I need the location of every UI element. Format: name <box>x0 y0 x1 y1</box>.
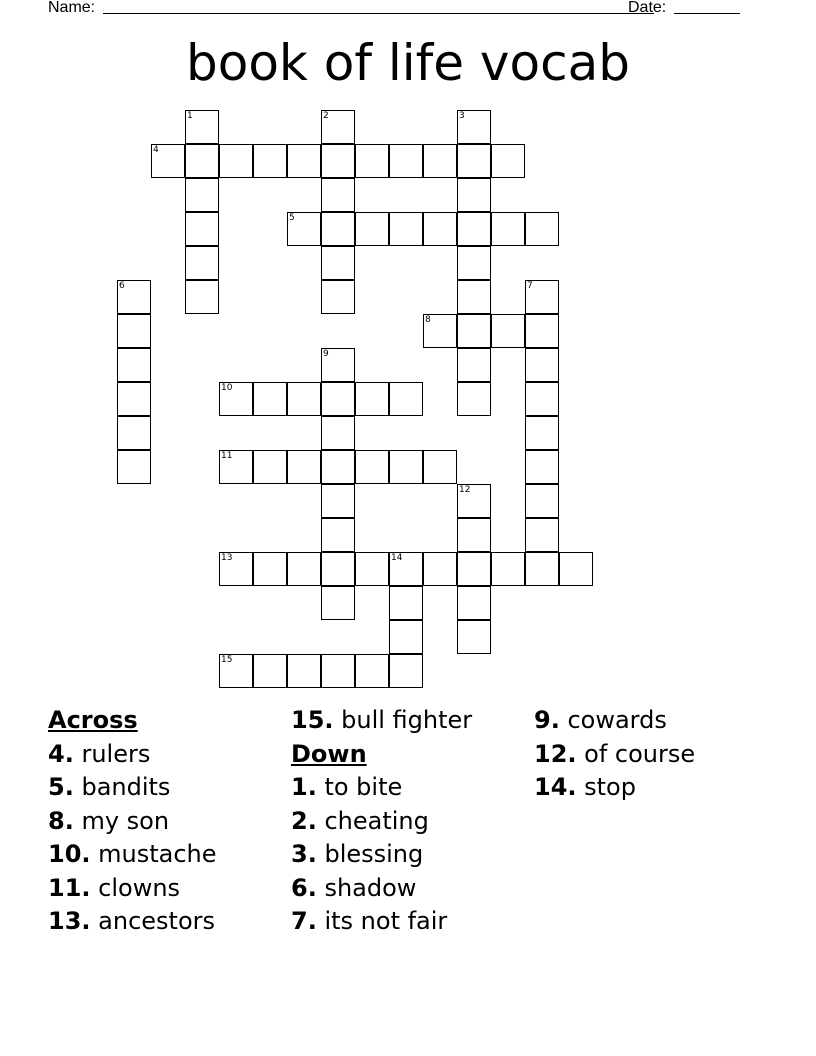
clue-text: to bite <box>316 773 403 801</box>
clue-number: 1 <box>187 111 193 121</box>
grid-cell[interactable] <box>525 212 559 246</box>
grid-cell[interactable] <box>457 620 491 654</box>
grid-cell[interactable] <box>355 450 389 484</box>
grid-cell[interactable] <box>287 212 321 246</box>
grid-cell[interactable] <box>389 654 423 688</box>
grid-cell[interactable] <box>321 178 355 212</box>
grid-cell[interactable] <box>287 144 321 178</box>
grid-cell[interactable] <box>389 586 423 620</box>
grid-cell[interactable] <box>117 416 151 450</box>
clue-number-label: 7. <box>291 907 317 935</box>
grid-cell[interactable] <box>321 382 355 416</box>
clue-text: its not fair <box>316 907 448 935</box>
grid-cell[interactable] <box>525 280 559 314</box>
grid-cell[interactable] <box>253 654 287 688</box>
clue-item <box>534 771 695 805</box>
grid-cell[interactable] <box>287 654 321 688</box>
grid-cell[interactable] <box>525 314 559 348</box>
grid-cell[interactable] <box>321 144 355 178</box>
grid-cell[interactable] <box>525 416 559 450</box>
grid-cell[interactable] <box>355 382 389 416</box>
grid-cell[interactable] <box>185 110 219 144</box>
grid-cell[interactable] <box>321 552 355 586</box>
grid-cell[interactable] <box>321 110 355 144</box>
clue-item <box>48 771 217 805</box>
grid-cell[interactable] <box>389 212 423 246</box>
grid-cell[interactable] <box>321 348 355 382</box>
clue-item <box>291 905 472 939</box>
grid-cell[interactable] <box>457 518 491 552</box>
grid-cell[interactable] <box>185 178 219 212</box>
clue-number-label: 10. <box>48 840 91 868</box>
grid-cell[interactable] <box>423 212 457 246</box>
grid-cell[interactable] <box>117 382 151 416</box>
clue-number: 4 <box>153 145 159 155</box>
grid-cell[interactable] <box>457 382 491 416</box>
clue-number-label: 13. <box>48 907 91 935</box>
clue-text: cheating <box>316 806 429 835</box>
clue-text: cowards <box>559 706 667 734</box>
puzzle-title: book of life vocab <box>186 34 630 92</box>
clue-number: 9 <box>323 349 329 359</box>
grid-cell[interactable] <box>253 552 287 586</box>
grid-cell[interactable] <box>355 552 389 586</box>
clue-number: 7 <box>527 281 533 291</box>
grid-cell[interactable] <box>457 144 491 178</box>
grid-cell[interactable] <box>355 654 389 688</box>
grid-cell[interactable] <box>525 552 559 586</box>
clue-text: ancestors <box>90 907 215 935</box>
grid-cell[interactable] <box>457 178 491 212</box>
clue-item <box>48 872 217 906</box>
grid-cell[interactable] <box>525 348 559 382</box>
clue-number-label: 9. <box>534 706 560 734</box>
grid-cell[interactable] <box>423 144 457 178</box>
clue-number-label: 4. <box>48 739 74 768</box>
grid-cell[interactable] <box>219 654 253 688</box>
clue-item <box>48 905 217 939</box>
grid-cell[interactable] <box>389 382 423 416</box>
grid-cell[interactable] <box>321 484 355 518</box>
grid-cell[interactable] <box>525 518 559 552</box>
clue-number: 3 <box>459 111 465 121</box>
clue-item <box>291 872 472 906</box>
clue-item <box>48 838 217 872</box>
grid-cell[interactable] <box>219 552 253 586</box>
grid-cell[interactable] <box>423 450 457 484</box>
grid-cell[interactable] <box>457 484 491 518</box>
clue-number: 11 <box>221 451 233 461</box>
clue-item <box>48 738 217 772</box>
grid-cell[interactable] <box>117 314 151 348</box>
grid-cell[interactable] <box>321 586 355 620</box>
grid-cell[interactable] <box>525 484 559 518</box>
grid-cell[interactable] <box>423 314 457 348</box>
grid-cell[interactable] <box>559 552 593 586</box>
clue-section-heading <box>48 704 217 738</box>
grid-cell[interactable] <box>185 246 219 280</box>
clue-item <box>291 838 472 872</box>
clue-text: mustache <box>90 840 217 868</box>
clue-item <box>291 704 472 738</box>
grid-cell[interactable] <box>457 246 491 280</box>
grid-cell[interactable] <box>185 144 219 178</box>
clue-number: 13 <box>221 553 233 563</box>
grid-cell[interactable] <box>185 280 219 314</box>
grid-cell[interactable] <box>117 280 151 314</box>
grid-cell[interactable] <box>253 382 287 416</box>
clue-number-label: 12. <box>534 739 577 768</box>
grid-cell[interactable] <box>117 348 151 382</box>
clue-number-label: 3. <box>291 840 317 868</box>
clue-number-label: 6. <box>291 873 317 902</box>
clue-section-heading <box>291 738 472 772</box>
section-heading-text: Down <box>291 739 367 768</box>
grid-cell[interactable] <box>321 518 355 552</box>
grid-cell[interactable] <box>287 552 321 586</box>
grid-cell[interactable] <box>287 382 321 416</box>
grid-cell[interactable] <box>389 552 423 586</box>
grid-cell[interactable] <box>389 450 423 484</box>
grid-cell[interactable] <box>389 144 423 178</box>
grid-cell[interactable] <box>457 348 491 382</box>
grid-cell[interactable] <box>253 450 287 484</box>
grid-cell[interactable] <box>321 246 355 280</box>
clue-text: rulers <box>73 739 151 768</box>
clue-item <box>291 771 472 805</box>
grid-cell[interactable] <box>457 586 491 620</box>
grid-cell[interactable] <box>355 212 389 246</box>
clue-number-label: 15. <box>291 706 334 734</box>
clue-item <box>534 738 695 772</box>
grid-cell[interactable] <box>491 552 525 586</box>
clue-text: bandits <box>73 773 171 801</box>
grid-cell[interactable] <box>457 552 491 586</box>
grid-cell[interactable] <box>321 416 355 450</box>
clue-item <box>534 704 695 738</box>
clue-number-label: 5. <box>48 773 74 801</box>
grid-cell[interactable] <box>253 144 287 178</box>
clue-number-label: 1. <box>291 773 317 801</box>
grid-cell[interactable] <box>321 212 355 246</box>
grid-cell[interactable] <box>423 552 457 586</box>
clue-number: 14 <box>391 553 403 563</box>
clue-column-1 <box>48 704 217 939</box>
clue-number: 10 <box>221 383 233 393</box>
grid-cell[interactable] <box>321 450 355 484</box>
clue-number-label: 11. <box>48 873 91 902</box>
date-label: Date: <box>628 0 667 16</box>
clue-text: clowns <box>90 873 181 902</box>
grid-cell[interactable] <box>321 654 355 688</box>
grid-cell[interactable] <box>491 314 525 348</box>
grid-cell[interactable] <box>219 382 253 416</box>
clue-item <box>48 805 217 839</box>
grid-cell[interactable] <box>151 144 185 178</box>
clue-number-label: 8. <box>48 806 74 835</box>
grid-cell[interactable] <box>287 450 321 484</box>
clue-number: 12 <box>459 485 471 495</box>
clue-number-label: 14. <box>534 773 577 801</box>
grid-cell[interactable] <box>321 280 355 314</box>
clue-text: bull fighter <box>333 706 473 734</box>
clue-text: of course <box>576 739 696 768</box>
grid-cell[interactable] <box>117 450 151 484</box>
grid-cell[interactable] <box>389 620 423 654</box>
section-heading-text: Across <box>48 706 138 734</box>
grid-cell[interactable] <box>457 314 491 348</box>
grid-cell[interactable] <box>457 280 491 314</box>
clue-text: stop <box>576 773 636 801</box>
grid-cell[interactable] <box>185 212 219 246</box>
grid-cell[interactable] <box>219 144 253 178</box>
clue-number: 15 <box>221 655 233 665</box>
grid-cell[interactable] <box>457 212 491 246</box>
grid-cell[interactable] <box>525 450 559 484</box>
clue-number-label: 2. <box>291 806 317 835</box>
clue-number: 2 <box>323 111 329 121</box>
clue-number: 8 <box>425 315 431 325</box>
name-label: Name: <box>48 0 96 16</box>
clue-item <box>291 805 472 839</box>
grid-cell[interactable] <box>525 382 559 416</box>
clue-text: my son <box>73 806 170 835</box>
grid-cell[interactable] <box>491 212 525 246</box>
grid-cell[interactable] <box>457 110 491 144</box>
clue-column-2 <box>291 704 472 939</box>
clue-text: blessing <box>316 840 424 868</box>
grid-cell[interactable] <box>219 450 253 484</box>
grid-cell[interactable] <box>355 144 389 178</box>
clue-text: shadow <box>316 873 417 902</box>
clue-number: 6 <box>119 281 125 291</box>
clue-number: 5 <box>289 213 295 223</box>
clue-column-3 <box>534 704 695 805</box>
grid-cell[interactable] <box>491 144 525 178</box>
